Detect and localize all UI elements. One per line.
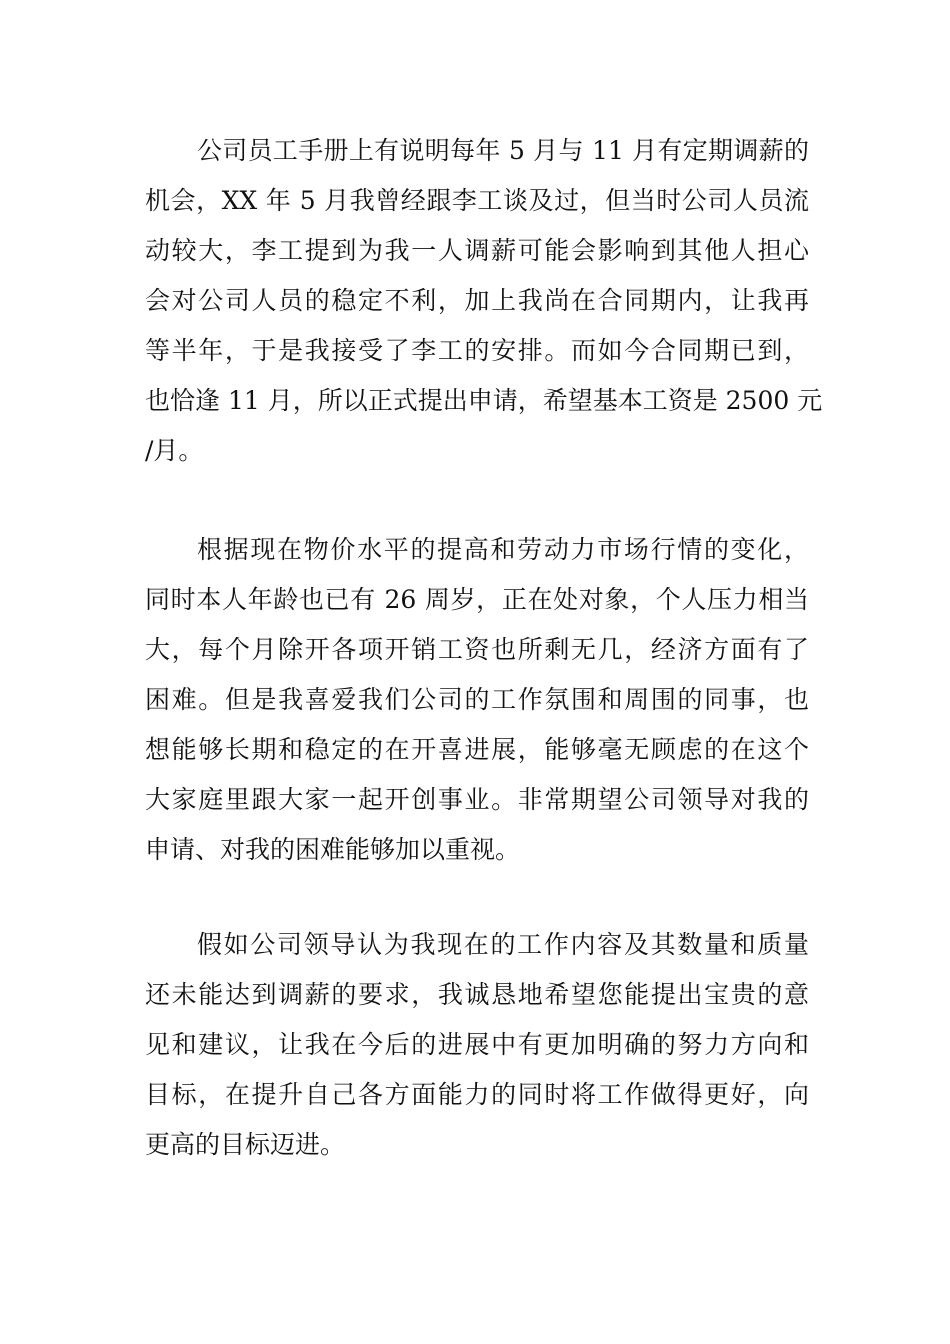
paragraph-line: 等半年，于是我接受了李工的安排。而如今合同期已到，	[145, 336, 809, 365]
paragraph-1	[145, 126, 823, 476]
paragraph-line: 大，每个月除开各项开销工资也所剩无几，经济方面有了	[145, 635, 809, 664]
paragraph-line: 同时本人年龄也已有 26 周岁，正在处对象，个人压力相当	[145, 585, 809, 614]
paragraph-line: 还未能达到调薪的要求，我诚恳地希望您能提出宝贵的意	[145, 980, 809, 1009]
paragraph-2	[145, 525, 809, 875]
paragraph-line: 困难。但是我喜爱我们公司的工作氛围和周围的同事，也	[145, 685, 809, 714]
paragraph-line: /月。	[145, 436, 204, 465]
paragraph-line: 也恰逢 11 月，所以正式提出申请，希望基本工资是 2500 元	[145, 386, 823, 415]
paragraph-line: 根据现在物价水平的提高和劳动力市场行情的变化，	[197, 535, 809, 564]
paragraph-line: 动较大，李工提到为我一人调薪可能会影响到其他人担心	[145, 236, 809, 265]
paragraph-line: 假如公司领导认为我现在的工作内容及其数量和质量	[197, 930, 809, 959]
paragraph-line: 机会，XX 年 5 月我曾经跟李工谈及过，但当时公司人员流	[145, 186, 809, 215]
paragraph-line: 想能够长期和稳定的在开喜进展，能够毫无顾虑的在这个	[145, 735, 809, 764]
paragraph-3	[145, 920, 809, 1170]
paragraph-line: 目标，在提升自己各方面能力的同时将工作做得更好，向	[145, 1080, 809, 1109]
paragraph-line: 大家庭里跟大家一起开创事业。非常期望公司领导对我的	[145, 785, 809, 814]
paragraph-line: 更高的目标迈进。	[145, 1130, 346, 1159]
paragraph-line: 申请、对我的困难能够加以重视。	[145, 835, 521, 864]
paragraph-line: 会对公司人员的稳定不利，加上我尚在合同期内，让我再	[145, 286, 809, 315]
paragraph-line: 公司员工手册上有说明每年 5 月与 11 月有定期调薪的	[197, 136, 809, 165]
paragraph-line: 见和建议，让我在今后的进展中有更加明确的努力方向和	[145, 1030, 809, 1059]
